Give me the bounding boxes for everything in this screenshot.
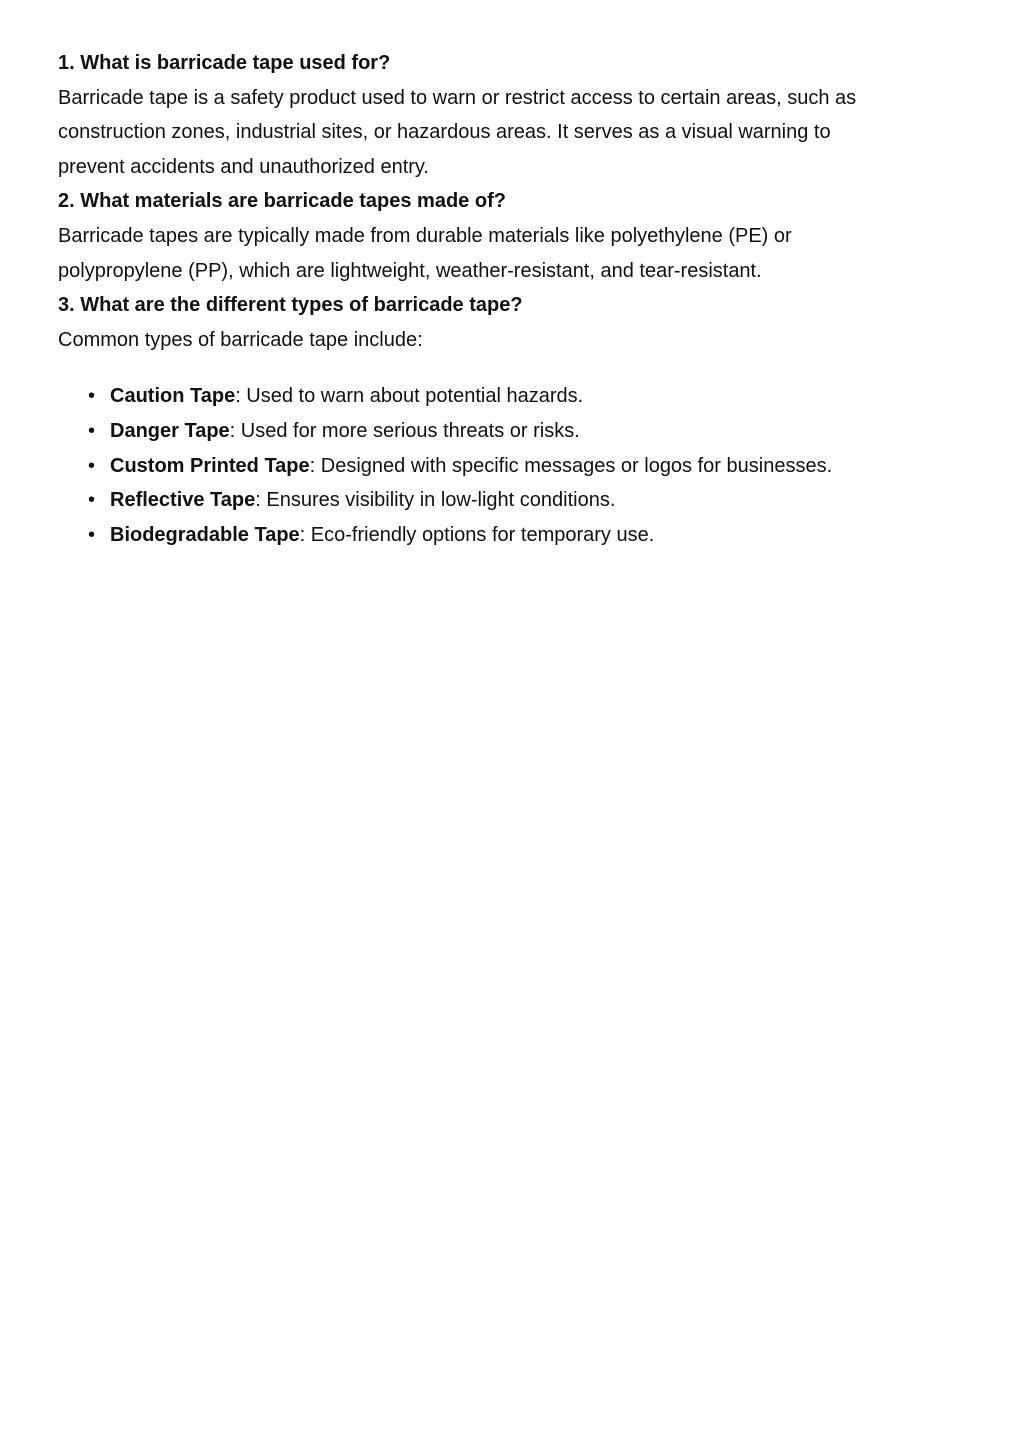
list-item <box>88 379 966 414</box>
faq-question-1: 1. What is barricade tape used for? <box>58 52 391 74</box>
type-description: : Used to warn about potential hazards. <box>235 385 584 408</box>
type-description: : Used for more serious threats or risks. <box>229 419 580 442</box>
type-description: : Designed with specific messages or logos for businesses. <box>309 454 833 477</box>
faq-question-2: 2. What materials are barricade tapes made of? <box>58 190 506 213</box>
faq-answer-3-line-1: Common types of barricade tape include: <box>58 328 423 351</box>
list-item <box>88 483 966 518</box>
list-item <box>88 518 966 553</box>
tape-types-list <box>58 379 966 552</box>
faq-answer-1-line-3: prevent accidents and unauthorized entry. <box>58 155 429 178</box>
faq-answer-2-line-1: Barricade tapes are typically made from durable materials like polyethylene (PE) or <box>58 224 792 247</box>
bullet-icon: • <box>88 523 96 546</box>
faq-answer-1 <box>58 81 966 185</box>
type-term: Biodegradable Tape <box>110 523 300 546</box>
type-term: Caution Tape <box>110 385 236 408</box>
faq-question-3: 3. What are the different types of barricade tape? <box>58 294 523 317</box>
faq-answer-1-line-2: construction zones, industrial sites, or hazardous areas. It serves as a visual warning to <box>58 121 831 144</box>
bullet-icon: • <box>88 489 96 512</box>
faq-answer-1-line-1: Barricade tape is a safety product used to warn or restrict access to certain areas, such as <box>58 86 857 109</box>
bullet-icon: • <box>88 454 96 477</box>
type-term: Reflective Tape <box>110 489 256 512</box>
faq-document <box>0 0 1024 552</box>
bullet-icon: • <box>88 385 96 408</box>
faq-answer-3 <box>58 323 966 358</box>
type-description: : Ensures visibility in low-light conditions. <box>255 489 616 512</box>
faq-answer-2 <box>58 219 966 288</box>
bullet-icon: • <box>88 419 96 442</box>
type-description: : Eco-friendly options for temporary use. <box>299 523 655 546</box>
type-term: Custom Printed Tape <box>110 454 310 477</box>
list-item <box>88 414 966 449</box>
faq-answer-2-line-2: polypropylene (PP), which are lightweight, weather-resistant, and tear-resistant. <box>58 259 762 282</box>
type-term: Danger Tape <box>110 419 230 442</box>
list-item <box>88 449 966 484</box>
